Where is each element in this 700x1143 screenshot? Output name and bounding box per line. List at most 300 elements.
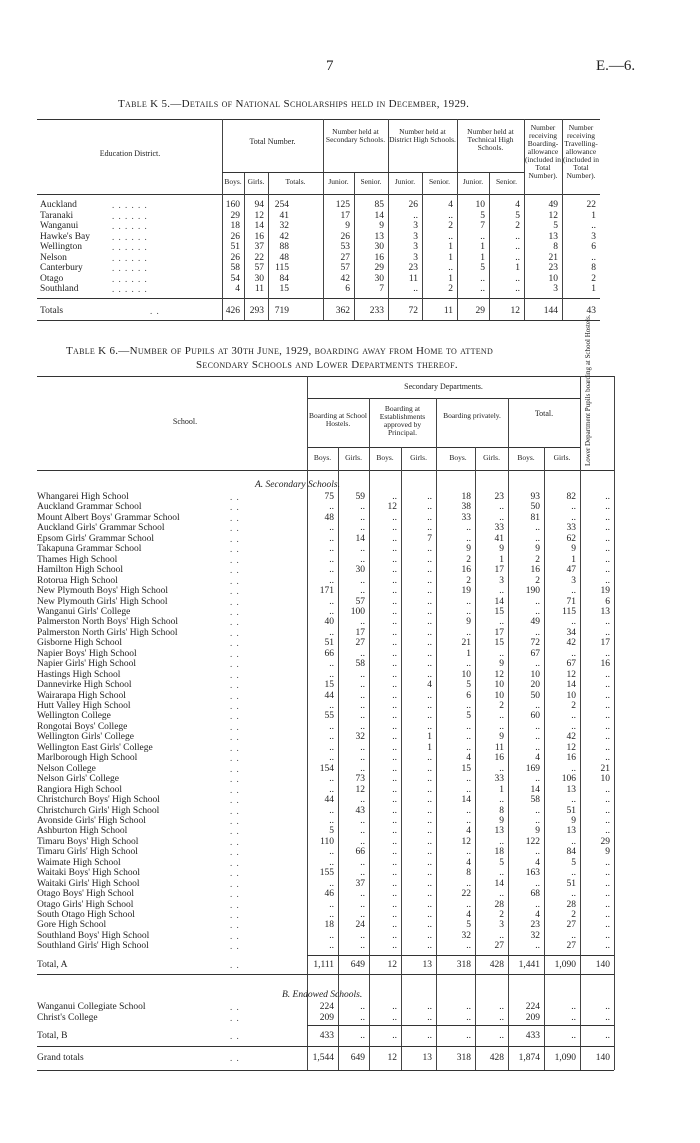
k5-row-value: 3 (413, 252, 418, 263)
k6-total-b-value: 433 (525, 1031, 540, 1041)
k5-totals-value: 43 (586, 306, 596, 316)
k6-grand-total-value: 13 (422, 1053, 432, 1063)
k6-row-value: 3 (499, 575, 504, 586)
k6-row-value: 12 (494, 669, 504, 680)
k6-row-value: .. (466, 774, 471, 785)
k6-row-value: .. (427, 586, 432, 597)
k5-row-value: 2 (448, 284, 453, 294)
k5-row-value: 13 (548, 231, 558, 242)
k6-row-value: .. (571, 721, 576, 732)
k6-row-label: Timaru Girls' High School (37, 847, 138, 858)
k6-row-value: .. (392, 606, 397, 617)
k6-row-value: .. (605, 826, 610, 837)
k6-row-b-value: .. (392, 1002, 397, 1012)
k6-row-value: 2 (535, 575, 540, 586)
k6-row-value: .. (466, 701, 471, 711)
k6-row-value: .. (329, 732, 334, 743)
k6-row-value: 1 (466, 648, 471, 659)
k6-row-value: .. (466, 596, 471, 607)
k6-total-b-value: 433 (319, 1031, 334, 1041)
k6-row-value: 6 (466, 690, 471, 701)
table-k5-title: Table K 5.—Details of National Scholarships held in December, 1929. (118, 98, 470, 110)
k6-row-label: Auckland Grammar School (37, 502, 142, 513)
k6-row-value: 51 (324, 638, 334, 649)
k5-bottom-rule (37, 320, 600, 321)
k6-row-value: .. (427, 941, 432, 952)
k6-row-value: .. (535, 774, 540, 785)
k6-row-value: .. (392, 742, 397, 753)
k6-row-label: Dannevirke High School (37, 680, 132, 691)
k6-row-value: .. (605, 878, 610, 889)
k6-row-value: 40 (324, 617, 334, 628)
k5-row-label: Hawke's Bay (40, 231, 90, 242)
k6-row-value: .. (329, 606, 334, 617)
k6-row-value: 62 (566, 533, 576, 544)
k6-row-value: .. (360, 763, 365, 774)
k6-row-label: Southland Girls' High School (37, 941, 149, 952)
k6-row-value: 9 (535, 544, 540, 555)
k5-row-value: 85 (374, 200, 384, 210)
leader-dots: . . (230, 1031, 240, 1041)
k6-row-value: .. (360, 523, 365, 534)
k6-total-b-value: .. (360, 1031, 365, 1041)
k6-row-value: .. (360, 941, 365, 952)
k6-row-value: .. (605, 565, 610, 576)
k5-row-value: 58 (230, 263, 240, 273)
k6-row-value: 30 (355, 565, 365, 576)
k5-row-value: 57 (254, 263, 264, 273)
k6-grand-total-value: 12 (387, 1053, 397, 1063)
leader-dots: . . (230, 669, 240, 680)
k6-row-value: 21 (600, 763, 610, 774)
district-header: Education District. (99, 149, 161, 158)
k6-row-value: 14 (355, 533, 365, 544)
k6-row-value: .. (571, 836, 576, 847)
k5-row-value: 42 (279, 231, 289, 242)
k6-row-value: .. (466, 878, 471, 889)
leader-dots: . . (230, 544, 240, 555)
leader-dots: . . (230, 648, 240, 659)
k6-row-value: .. (427, 899, 432, 910)
k6-row-value: .. (329, 899, 334, 910)
k5-row-value: 10 (475, 200, 485, 210)
k6-row-value: .. (392, 941, 397, 952)
k6-row-value: .. (329, 742, 334, 753)
k6-row-label: Hutt Valley High School (37, 701, 131, 711)
k6-row-value: 10 (494, 680, 504, 691)
k6-row-value: .. (605, 575, 610, 586)
k5-row-value: .. (515, 273, 520, 284)
k6-row-value: .. (392, 899, 397, 910)
k6-row-label: Wairarapa High School (37, 690, 126, 701)
lower-department-header: Lower Department Pupils boarding at School Hostels. (584, 314, 592, 466)
k6-row-label: Whangarei High School (37, 492, 129, 502)
total-number-header: Total Number. (249, 137, 296, 146)
k5-row-value: 254 (274, 200, 289, 210)
leader-dots: . . (230, 638, 240, 649)
k6-row-value: 18 (494, 847, 504, 858)
k6-row-value: 13 (566, 826, 576, 837)
k6-row-value: .. (392, 648, 397, 659)
k6-row-value: .. (360, 554, 365, 565)
k6-total-b-label: Total, B (37, 1031, 68, 1041)
k6-row-value: .. (535, 847, 540, 858)
k6-row-value: .. (427, 701, 432, 711)
k6-row-value: .. (427, 617, 432, 628)
k6-row-value: .. (605, 732, 610, 743)
k6-row-label: Ashburton High School (37, 826, 128, 837)
k6-row-value: 100 (350, 606, 365, 617)
k6-row-value: 15 (324, 680, 334, 691)
k5-row-value: 4 (515, 200, 520, 210)
k6-row-value: .. (466, 721, 471, 732)
k6-row-value: .. (427, 554, 432, 565)
k6-row-value: .. (392, 795, 397, 806)
k5-row-value: 26 (408, 200, 418, 210)
k6-row-value: .. (427, 627, 432, 638)
k6-row-value: .. (535, 941, 540, 952)
subheader-boys: Boys. (449, 453, 467, 462)
k6-row-value: 3 (499, 920, 504, 931)
k5-row-value: 13 (374, 231, 384, 242)
k6-row-value: .. (392, 533, 397, 544)
k6-row-value: 20 (530, 680, 540, 691)
k6-row-value: .. (605, 742, 610, 753)
k6-row-value: .. (535, 805, 540, 816)
k6-row-label: Thames High School (37, 554, 118, 565)
k6-row-b-value: 209 (525, 1013, 540, 1023)
k6-row-value: 66 (324, 648, 334, 659)
k6-row-value: .. (329, 533, 334, 544)
k5-row-value: 160 (225, 200, 240, 210)
k6-row-value: .. (329, 669, 334, 680)
subheader-junior: Junior. (394, 177, 416, 186)
k6-row-value: 10 (600, 774, 610, 785)
k6-row-label: Napier Girls' High School (37, 659, 137, 670)
k6-row-value: .. (535, 627, 540, 638)
k6-total-b-value: .. (427, 1031, 432, 1041)
subheader-junior: Junior. (462, 177, 484, 186)
k6-secondary-rule (307, 398, 580, 399)
k6-row-value: .. (329, 941, 334, 952)
leader-dots: . . (230, 721, 240, 732)
k5-row-value: 6 (591, 242, 596, 252)
k6-row-value: 4 (427, 680, 432, 691)
k6-total-a-value: 13 (422, 960, 432, 970)
leader-dots: . . (230, 606, 240, 617)
k6-row-value: .. (392, 680, 397, 691)
k5-row-value: 30 (254, 273, 264, 284)
k5-row-value: 9 (379, 221, 384, 231)
leader-dots: . . (230, 815, 240, 826)
k6-row-value: 4 (535, 910, 540, 920)
k6-row-value: .. (605, 815, 610, 826)
k6-row-label: Avonside Girls' High School (37, 815, 146, 826)
k6-row-value: .. (329, 523, 334, 534)
k6-row-value: .. (605, 941, 610, 952)
leader-dots: . . (230, 1053, 240, 1063)
k6-row-value: .. (427, 826, 432, 837)
k6-row-value: 41 (494, 533, 504, 544)
k5-row-value: 2 (591, 273, 596, 284)
k6-row-label: Waitaki Girls' High School (37, 878, 140, 889)
k6-row-value: .. (571, 586, 576, 597)
k6-row-value: 42 (566, 638, 576, 649)
k5-row-value: 42 (340, 273, 350, 284)
k6-row-value: .. (360, 857, 365, 868)
k6-row-value: .. (392, 753, 397, 764)
k6-row-value: 1 (427, 732, 432, 743)
k6-row-value: 11 (494, 742, 504, 753)
k6-row-value: 1 (499, 784, 504, 795)
k5-row-value: 4 (448, 200, 453, 210)
k5-row-value: 1 (591, 284, 596, 294)
k6-row-value: 33 (566, 523, 576, 534)
k6-header-rule (37, 470, 614, 471)
k5-row-value: 14 (254, 221, 264, 231)
k6-row-value: 115 (562, 606, 576, 617)
k6-row-value: .. (466, 847, 471, 858)
k5-row-value: 37 (254, 242, 264, 252)
k6-row-value: .. (392, 669, 397, 680)
k6-row-value: .. (499, 502, 504, 513)
k6-row-value: .. (392, 826, 397, 837)
k6-row-value: .. (392, 523, 397, 534)
k6-row-value: .. (392, 596, 397, 607)
k6-total-b-value: .. (392, 1031, 397, 1041)
k6-row-label: Rangiora High School (37, 784, 122, 795)
k6-row-value: .. (466, 805, 471, 816)
leader-dots: . . . . . . (112, 221, 148, 231)
leader-dots: . . (230, 596, 240, 607)
k6-row-b-value: 224 (319, 1002, 334, 1012)
k6-row-value: 3 (571, 575, 576, 586)
k6-grand-total-value: 318 (456, 1053, 471, 1063)
k6-row-value: .. (392, 910, 397, 920)
k6-row-b-value: .. (360, 1002, 365, 1012)
k6-row-label: Otago Boys' High School (37, 889, 134, 900)
k6-row-value: .. (605, 680, 610, 691)
leader-dots: . . (230, 857, 240, 868)
k6-row-value: .. (605, 533, 610, 544)
k6-row-b-value: .. (427, 1002, 432, 1012)
k5-row-value: 54 (230, 273, 240, 284)
leader-dots: . . (230, 774, 240, 785)
k5-row-value: 22 (586, 200, 596, 210)
k6-row-value: 13 (494, 826, 504, 837)
k6-row-value: .. (329, 847, 334, 858)
k6-row-value: .. (427, 638, 432, 649)
k6-row-value: 27 (566, 941, 576, 952)
k6-row-value: 82 (566, 492, 576, 502)
k6-row-label: Christchurch Girls' High School (37, 805, 160, 816)
k6-row-b-value: .. (499, 1013, 504, 1023)
k5-row-value: 21 (548, 252, 558, 263)
k6-row-value: 55 (324, 711, 334, 722)
subheader-girls: Girls. (247, 177, 265, 186)
k6-row-value: .. (392, 617, 397, 628)
leader-dots: . . (230, 763, 240, 774)
k6-row-label: Wellington East Girls' College (37, 742, 153, 753)
k5-row-value: 1 (480, 242, 485, 252)
k6-row-value: .. (427, 920, 432, 931)
k6-row-value: 84 (566, 847, 576, 858)
k6-total-a-value: 318 (456, 960, 471, 970)
k6-row-value: .. (392, 889, 397, 900)
k6-row-label: Napier Boys' High School (37, 648, 137, 659)
leader-dots: . . (230, 502, 240, 513)
k5-row-value: 16 (254, 231, 264, 242)
k6-row-value: 13 (566, 784, 576, 795)
k6-row-value: 2 (466, 554, 471, 565)
k5-row-value: 2 (448, 221, 453, 231)
k6-row-value: .. (605, 753, 610, 764)
k6-row-value: 12 (566, 669, 576, 680)
k6-row-label: Gore High School (37, 920, 107, 931)
k6-row-value: 32 (530, 930, 540, 941)
leader-dots: . . (230, 533, 240, 544)
k6-total-a-value: 140 (595, 960, 610, 970)
k6-row-value: 47 (566, 565, 576, 576)
k6-row-value: .. (605, 544, 610, 555)
k6-row-value: .. (329, 627, 334, 638)
leader-dots: . . . . . . (112, 273, 148, 284)
k6-row-value: .. (499, 868, 504, 879)
k5-row-label: Canterbury (40, 263, 83, 273)
k6-row-label: Gisborne High School (37, 638, 122, 649)
k5-row-value: .. (448, 263, 453, 273)
section-b-heading: B. Endowed Schools. (282, 990, 363, 1000)
k6-row-value: 48 (324, 512, 334, 523)
leader-dots: . . (230, 960, 240, 970)
k6-row-value: 2 (571, 910, 576, 920)
k6-row-value: .. (535, 533, 540, 544)
k5-row-label: Nelson (40, 252, 67, 263)
k6-row-value: 16 (494, 753, 504, 764)
k5-row-value: 125 (335, 200, 350, 210)
k6-row-value: .. (360, 575, 365, 586)
k6-row-value: 42 (566, 732, 576, 743)
k5-row-value: 26 (340, 231, 350, 242)
k5-row-value: 30 (374, 273, 384, 284)
leader-dots: . . (230, 680, 240, 691)
k6-row-value: 14 (494, 596, 504, 607)
k6-row-value: .. (605, 899, 610, 910)
k6-row-value: .. (535, 878, 540, 889)
leader-dots: . . (230, 1013, 240, 1023)
leader-dots: . . (230, 492, 240, 502)
k6-row-value: .. (392, 554, 397, 565)
k6-row-value: .. (427, 836, 432, 847)
k6-row-value: 33 (494, 523, 504, 534)
k6-grand-total-value: 140 (595, 1053, 610, 1063)
k6-row-value: .. (427, 596, 432, 607)
k6-row-value: .. (329, 815, 334, 826)
k6-row-value: .. (360, 617, 365, 628)
k6-total-a-value: 649 (350, 960, 365, 970)
k6-row-value: .. (605, 857, 610, 868)
k6-row-value: .. (392, 565, 397, 576)
k6-row-b-value: .. (360, 1013, 365, 1023)
k6-row-value: 68 (530, 889, 540, 900)
k6-row-value: 38 (461, 502, 471, 513)
k5-row-label: Taranaki (40, 210, 74, 221)
k6-row-value: .. (360, 512, 365, 523)
leader-dots: . . (230, 617, 240, 628)
k5-row-value: 3 (413, 221, 418, 231)
k6-row-value: .. (392, 920, 397, 931)
k6-row-label: Waimate High School (37, 857, 121, 868)
k5-row-value: 16 (374, 252, 384, 263)
k6-row-value: 10 (461, 669, 471, 680)
k6-row-label: Timaru Boys' High School (37, 836, 139, 847)
table-k6-title-line1: Table K 6.—Number of Pupils at 30th June, 1929, boarding away from Home to attend (66, 345, 494, 357)
k6-grand-total-label: Grand totals (37, 1053, 84, 1063)
k6-row-value: .. (499, 930, 504, 941)
k6-row-value: 16 (566, 753, 576, 764)
k6-row-value: .. (466, 899, 471, 910)
k6-row-value: .. (535, 596, 540, 607)
k5-row-value: .. (480, 273, 485, 284)
k6-row-value: 17 (494, 565, 504, 576)
k6-row-value: 58 (355, 659, 365, 670)
k6-row-value: 9 (499, 815, 504, 826)
k6-row-value: .. (605, 889, 610, 900)
k6-row-value: .. (605, 669, 610, 680)
k6-row-value: 8 (499, 805, 504, 816)
k6-row-value: .. (535, 742, 540, 753)
k5-row-value: .. (591, 221, 596, 231)
k6-row-value: 4 (466, 857, 471, 868)
k6-row-value: 71 (566, 596, 576, 607)
k5-row-value: 29 (374, 263, 384, 273)
k6-row-label: Southland Boys' High School (37, 930, 150, 941)
k6-row-value: .. (360, 889, 365, 900)
table-k6-title-line2: Secondary Schools and Lower Departments thereof. (196, 359, 458, 371)
k6-row-value: .. (427, 575, 432, 586)
k6-row-value: .. (329, 784, 334, 795)
k6-row-value: 12 (387, 502, 397, 513)
k6-row-b-value: .. (392, 1013, 397, 1023)
k6-row-label: Rotorua High School (37, 575, 118, 586)
k6-total-b-value: .. (466, 1031, 471, 1041)
k5-row-value: 11 (254, 284, 264, 294)
k5-row-value: 15 (279, 284, 289, 294)
total-header: Total. (534, 409, 554, 418)
k5-row-value: 1 (480, 252, 485, 263)
k6-row-value: 2 (499, 701, 504, 711)
k6-row-b-value: .. (571, 1002, 576, 1012)
k6-row-value: .. (427, 847, 432, 858)
k6-row-value: 81 (530, 512, 540, 523)
leader-dots: . . (230, 1002, 240, 1012)
k6-row-value: 22 (461, 889, 471, 900)
k6-row-value: .. (392, 732, 397, 743)
k6-row-value: 1 (499, 554, 504, 565)
k6-row-value: .. (466, 742, 471, 753)
k5-totals-value: 29 (475, 306, 485, 316)
k6-row-value: .. (360, 795, 365, 806)
subheader-girls: Girls. (553, 453, 571, 462)
k6-row-label: Waitaki Boys' High School (37, 868, 141, 879)
k6-row-value: 32 (355, 732, 365, 743)
k5-row-value: .. (515, 231, 520, 242)
hostels-header: Boarding at School Hostels. (309, 411, 367, 428)
k5-row-value: 4 (235, 284, 240, 294)
k6-row-value: .. (360, 544, 365, 555)
privately-header: Boarding privately. (443, 411, 501, 420)
k5-row-value: 115 (275, 263, 289, 273)
